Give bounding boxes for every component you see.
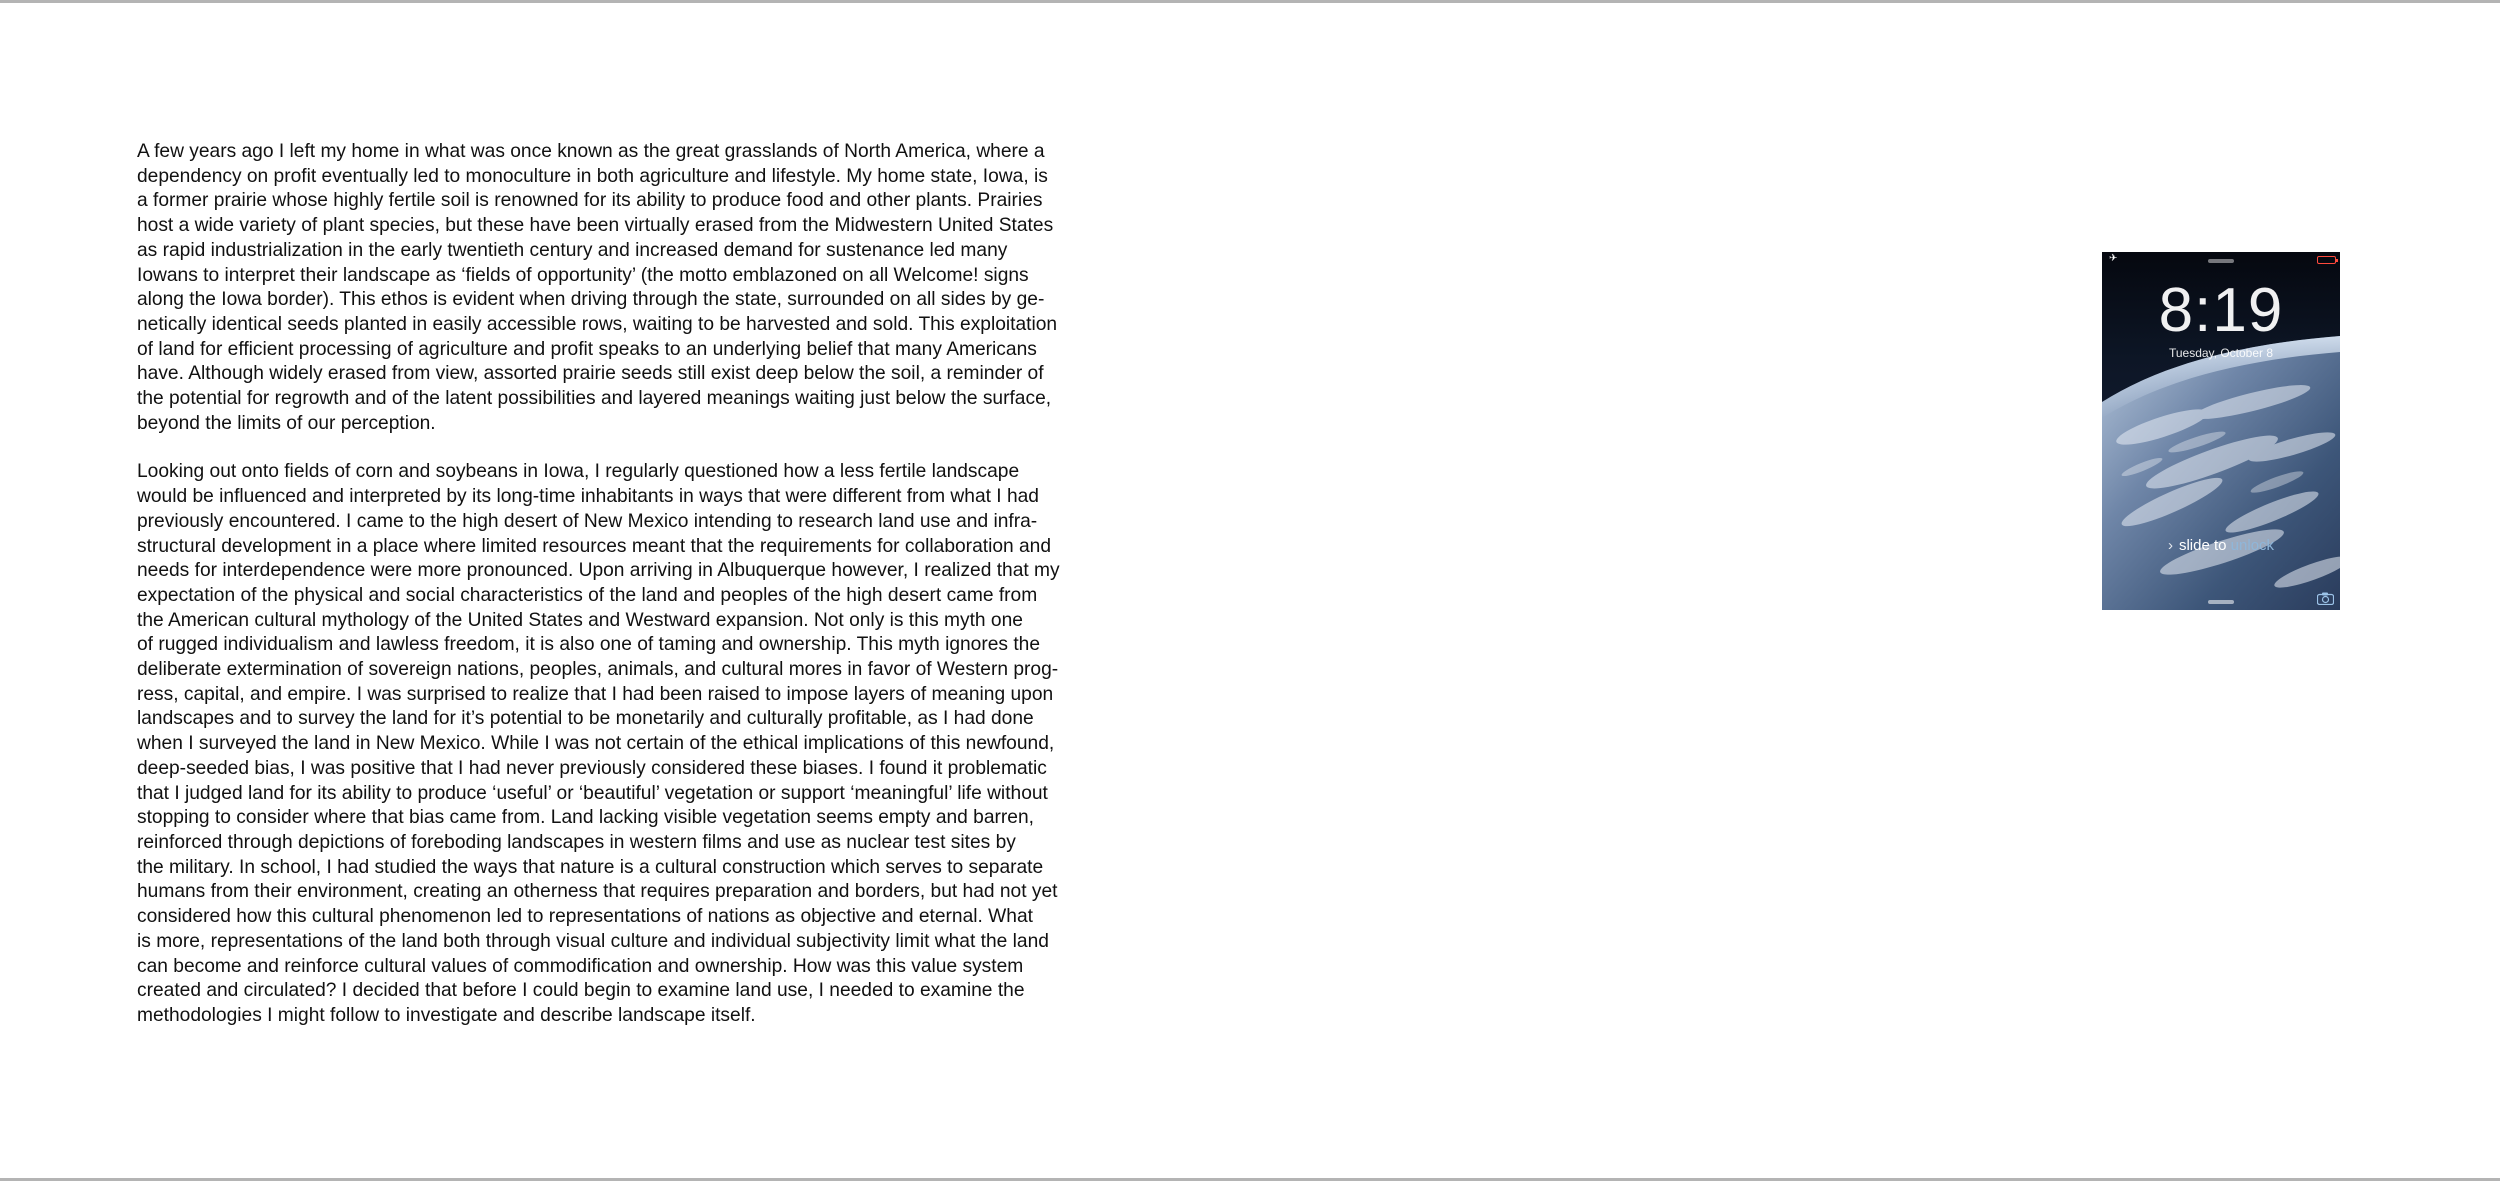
slide-unlock-word: unlock	[2230, 537, 2275, 554]
paragraph-1: A few years ago I left my home in what was once known as the great grasslands of North America, where a dependency on profit eventually led to monoculture in both agriculture and lifestyle. My home state, Iowa, is a former prairie whose highly fertile soil is renowned for its ability to produce food and other plants. Prairies host a wide variety of plant species, but these have been virtually erased from the Midwestern United States as rapid industrialization in the early twentieth century and increased demand for sustenance led many Iowans to interpret their landscape as ‘fields of opportunity’ (the motto emblazoned on all Welcome! signs along the Iowa border). This ethos is evident when driving through the state, surrounded on all sides by ge- netically identical seeds planted in easily accessible rows, waiting to be harvested and sold. This exploitation of land for efficient processing of agriculture and profit speaks to an underlying belief that many Americans have. Although widely erased from view, assorted prairie seeds still exist deep below the soil, a reminder of the potential for regrowth and of the latent possibilities and layered meanings waiting just below the surface, beyond the limits of our perception.	[137, 141, 1058, 434]
control-center-grabber	[2208, 600, 2234, 604]
chevron-right-icon: ›	[2167, 537, 2173, 554]
phone-lock-screen-image	[2102, 252, 2340, 610]
lock-clock: 8:19	[2158, 276, 2284, 345]
slide-to-unlock	[2102, 537, 2340, 555]
notification-grabber	[2208, 259, 2234, 263]
battery-icon	[2317, 256, 2336, 264]
status-bar	[2102, 252, 2340, 266]
slide-prefix: slide to	[2178, 537, 2227, 554]
camera-icon	[2317, 592, 2334, 605]
lock-date: Tuesday, October 8	[2168, 346, 2274, 360]
paragraph-2: Looking out onto fields of corn and soybeans in Iowa, I regularly questioned how a less fertile landscape would be influenced and interpreted by its long-time inhabitants in ways that were different from what I had previously encountered. I came to the high desert of New Mexico intending to research land use and infra- structural development in a place where limited resources meant that the requirements for collaboration and needs for interdependence were more pronounced. Upon arriving in Albuquerque however, I realized that my expectation of the physical and social characteristics of the land and peoples of the high desert came from the American cultural mythology of the United States and Westward expansion. Not only is this myth one of rugged individualism and lawless freedom, it is also one of taming and ownership. This myth ignores the deliberate extermination of sovereign nations, peoples, animals, and cultural mores in favor of Western prog- ress, capital, and empire. I was surprised to realize that I had been raised to impose layers of meaning upon landscapes and to survey the land for it’s potential to be monetarily and culturally profitable, as I had done when I surveyed the land in New Mexico. While I was not certain of the ethical implications of this newfound, deep-seeded bias, I was positive that I had never previously considered these biases. I found it problematic that I judged land for its ability to produce ‘useful’ or ‘beautiful’ vegetation or support ‘meaningful’ life without stopping to consider where that bias came from. Land lacking visible vegetation seems empty and barren, reinforced through depictions of foreboding landscapes in western films and use as nuclear test sites by the military. In school, I had studied the ways that nature is a cultural construction which serves to separate humans from their environment, creating an otherness that requires preparation and borders, but had not yet considered how this cultural phenomenon led to representations of nations as objective and eternal. What is more, representations of the land both through visual culture and individual subjectivity limit what the land can become and reinforce cultural values of commodification and ownership. How was this value system created and circulated? I decided that before I could begin to examine land use, I needed to examine the methodologies I might follow to investigate and describe landscape itself.	[137, 461, 1060, 1026]
airplane-icon: ✈	[2109, 253, 2118, 264]
body-text[interactable]	[137, 140, 1137, 1029]
